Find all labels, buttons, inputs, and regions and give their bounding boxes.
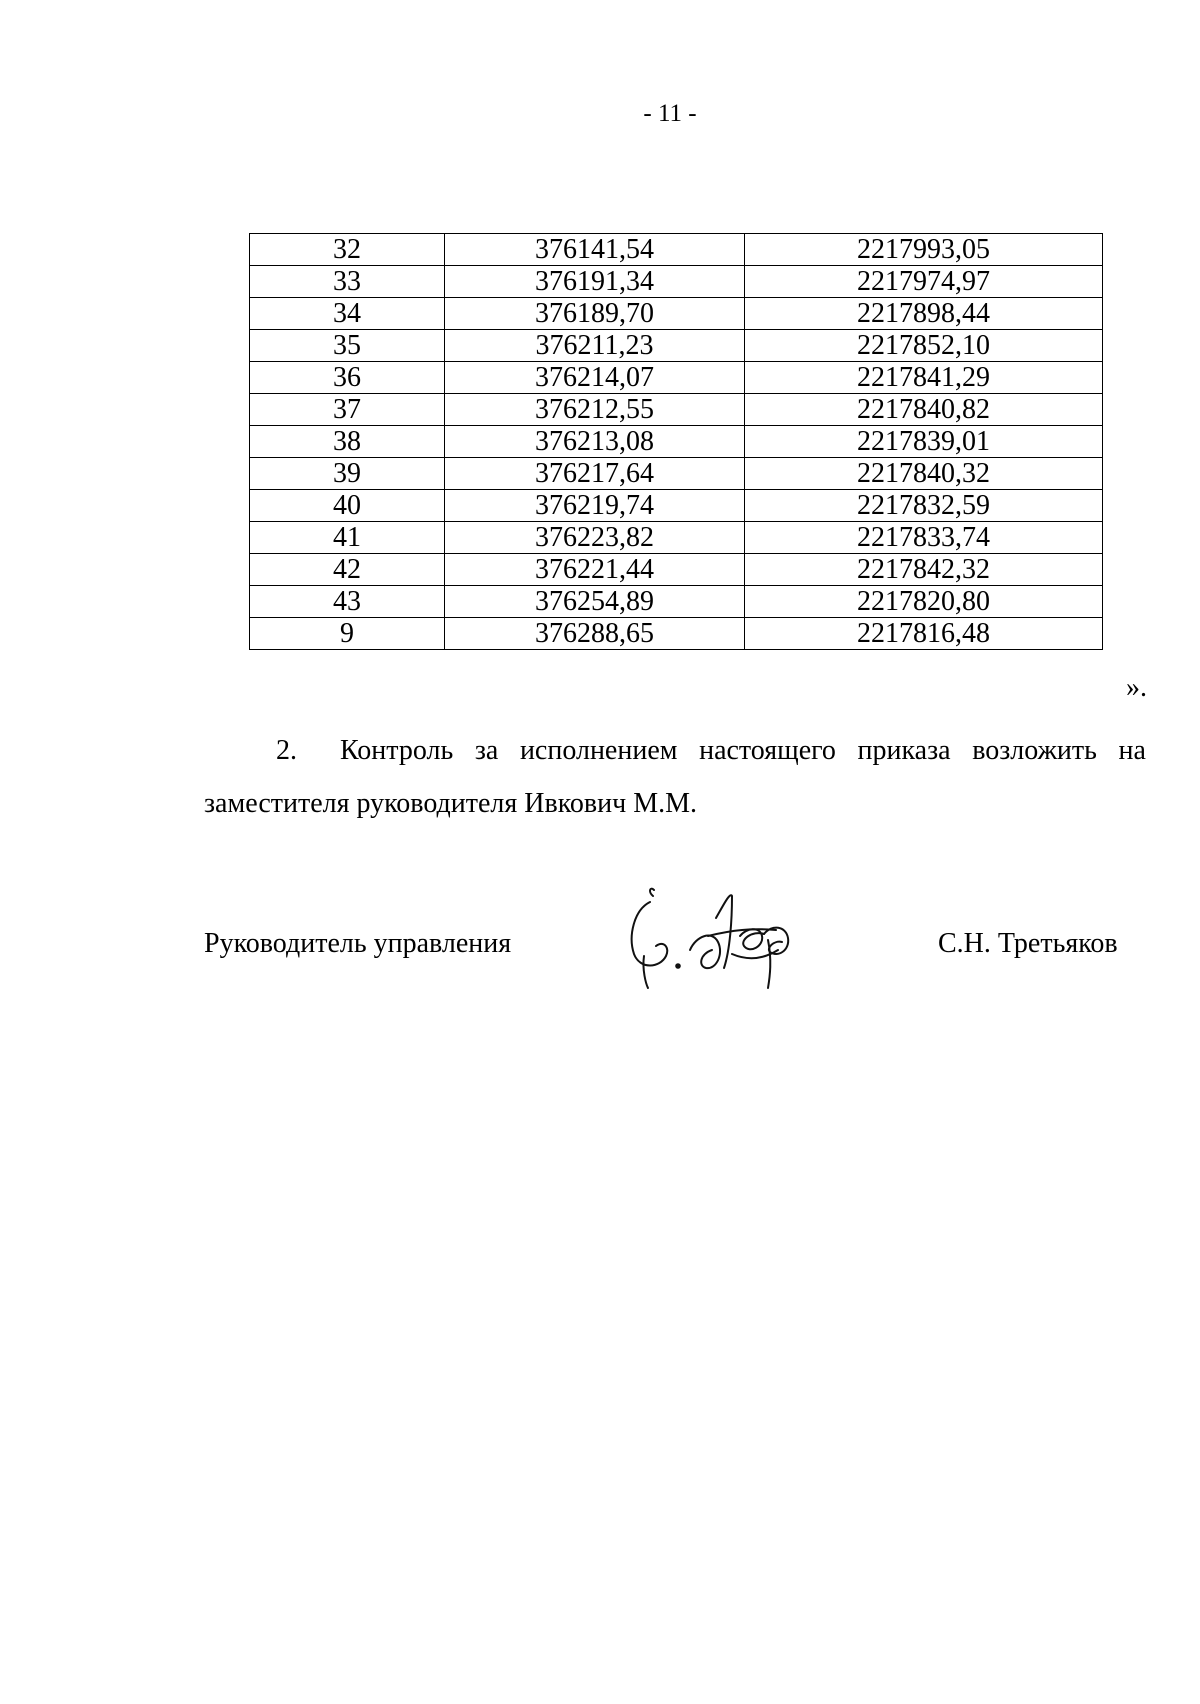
x-coordinate-cell: 376221,44 bbox=[445, 554, 745, 586]
paragraph-number: 2. bbox=[276, 735, 297, 766]
x-coordinate-cell: 376191,34 bbox=[445, 266, 745, 298]
x-coordinate-cell: 376189,70 bbox=[445, 298, 745, 330]
y-coordinate-cell: 2217993,05 bbox=[745, 234, 1103, 266]
point-number-cell: 43 bbox=[250, 586, 445, 618]
point-number-cell: 40 bbox=[250, 490, 445, 522]
point-number-cell: 32 bbox=[250, 234, 445, 266]
x-coordinate-cell: 376219,74 bbox=[445, 490, 745, 522]
x-coordinate-cell: 376217,64 bbox=[445, 458, 745, 490]
table-row bbox=[250, 330, 1103, 362]
coordinates-table bbox=[249, 233, 1103, 650]
y-coordinate-cell: 2217839,01 bbox=[745, 426, 1103, 458]
closing-quote: ». bbox=[1126, 672, 1147, 703]
paragraph-line-2: заместителя руководителя Ивкович М.М. bbox=[204, 788, 697, 819]
point-number-cell: 38 bbox=[250, 426, 445, 458]
table-row bbox=[250, 522, 1103, 554]
y-coordinate-cell: 2217833,74 bbox=[745, 522, 1103, 554]
y-coordinate-cell: 2217816,48 bbox=[745, 618, 1103, 650]
signatory-title: Руководитель управления bbox=[204, 928, 512, 959]
y-coordinate-cell: 2217840,82 bbox=[745, 394, 1103, 426]
point-number-cell: 37 bbox=[250, 394, 445, 426]
x-coordinate-cell: 376223,82 bbox=[445, 522, 745, 554]
paragraph-word: за bbox=[474, 735, 499, 766]
table-row bbox=[250, 266, 1103, 298]
point-number-cell: 36 bbox=[250, 362, 445, 394]
y-coordinate-cell: 2217820,80 bbox=[745, 586, 1103, 618]
point-number-cell: 33 bbox=[250, 266, 445, 298]
point-number-cell: 9 bbox=[250, 618, 445, 650]
y-coordinate-cell: 2217841,29 bbox=[745, 362, 1103, 394]
table-row bbox=[250, 234, 1103, 266]
y-coordinate-cell: 2217842,32 bbox=[745, 554, 1103, 586]
point-number-cell: 41 bbox=[250, 522, 445, 554]
x-coordinate-cell: 376141,54 bbox=[445, 234, 745, 266]
signature-block bbox=[0, 928, 1200, 998]
paragraph-word: исполнением bbox=[519, 735, 678, 766]
x-coordinate-cell: 376213,08 bbox=[445, 426, 745, 458]
table-row bbox=[250, 586, 1103, 618]
signatory-name: С.Н. Третьяков bbox=[938, 928, 1118, 959]
table-row bbox=[250, 426, 1103, 458]
table-row bbox=[250, 362, 1103, 394]
x-coordinate-cell: 376211,23 bbox=[445, 330, 745, 362]
paragraph-line-1-words bbox=[340, 735, 1146, 767]
y-coordinate-cell: 2217832,59 bbox=[745, 490, 1103, 522]
y-coordinate-cell: 2217898,44 bbox=[745, 298, 1103, 330]
x-coordinate-cell: 376212,55 bbox=[445, 394, 745, 426]
handwritten-signature bbox=[620, 880, 820, 990]
x-coordinate-cell: 376254,89 bbox=[445, 586, 745, 618]
y-coordinate-cell: 2217852,10 bbox=[745, 330, 1103, 362]
paragraph-word: настоящего bbox=[699, 735, 836, 766]
paragraph-word: Контроль bbox=[340, 735, 454, 766]
x-coordinate-cell: 376214,07 bbox=[445, 362, 745, 394]
table-row bbox=[250, 490, 1103, 522]
table-row bbox=[250, 618, 1103, 650]
point-number-cell: 35 bbox=[250, 330, 445, 362]
paragraph-word: на bbox=[1118, 735, 1146, 766]
y-coordinate-cell: 2217974,97 bbox=[745, 266, 1103, 298]
point-number-cell: 39 bbox=[250, 458, 445, 490]
table-row bbox=[250, 458, 1103, 490]
page-number: - 11 - bbox=[643, 100, 697, 127]
point-number-cell: 34 bbox=[250, 298, 445, 330]
table-row bbox=[250, 554, 1103, 586]
point-number-cell: 42 bbox=[250, 554, 445, 586]
paragraph-word: возложить bbox=[972, 735, 1097, 766]
x-coordinate-cell: 376288,65 bbox=[445, 618, 745, 650]
paragraph-word: приказа bbox=[857, 735, 951, 766]
table-row bbox=[250, 298, 1103, 330]
table-row bbox=[250, 394, 1103, 426]
y-coordinate-cell: 2217840,32 bbox=[745, 458, 1103, 490]
coordinates-table-body bbox=[250, 234, 1103, 650]
